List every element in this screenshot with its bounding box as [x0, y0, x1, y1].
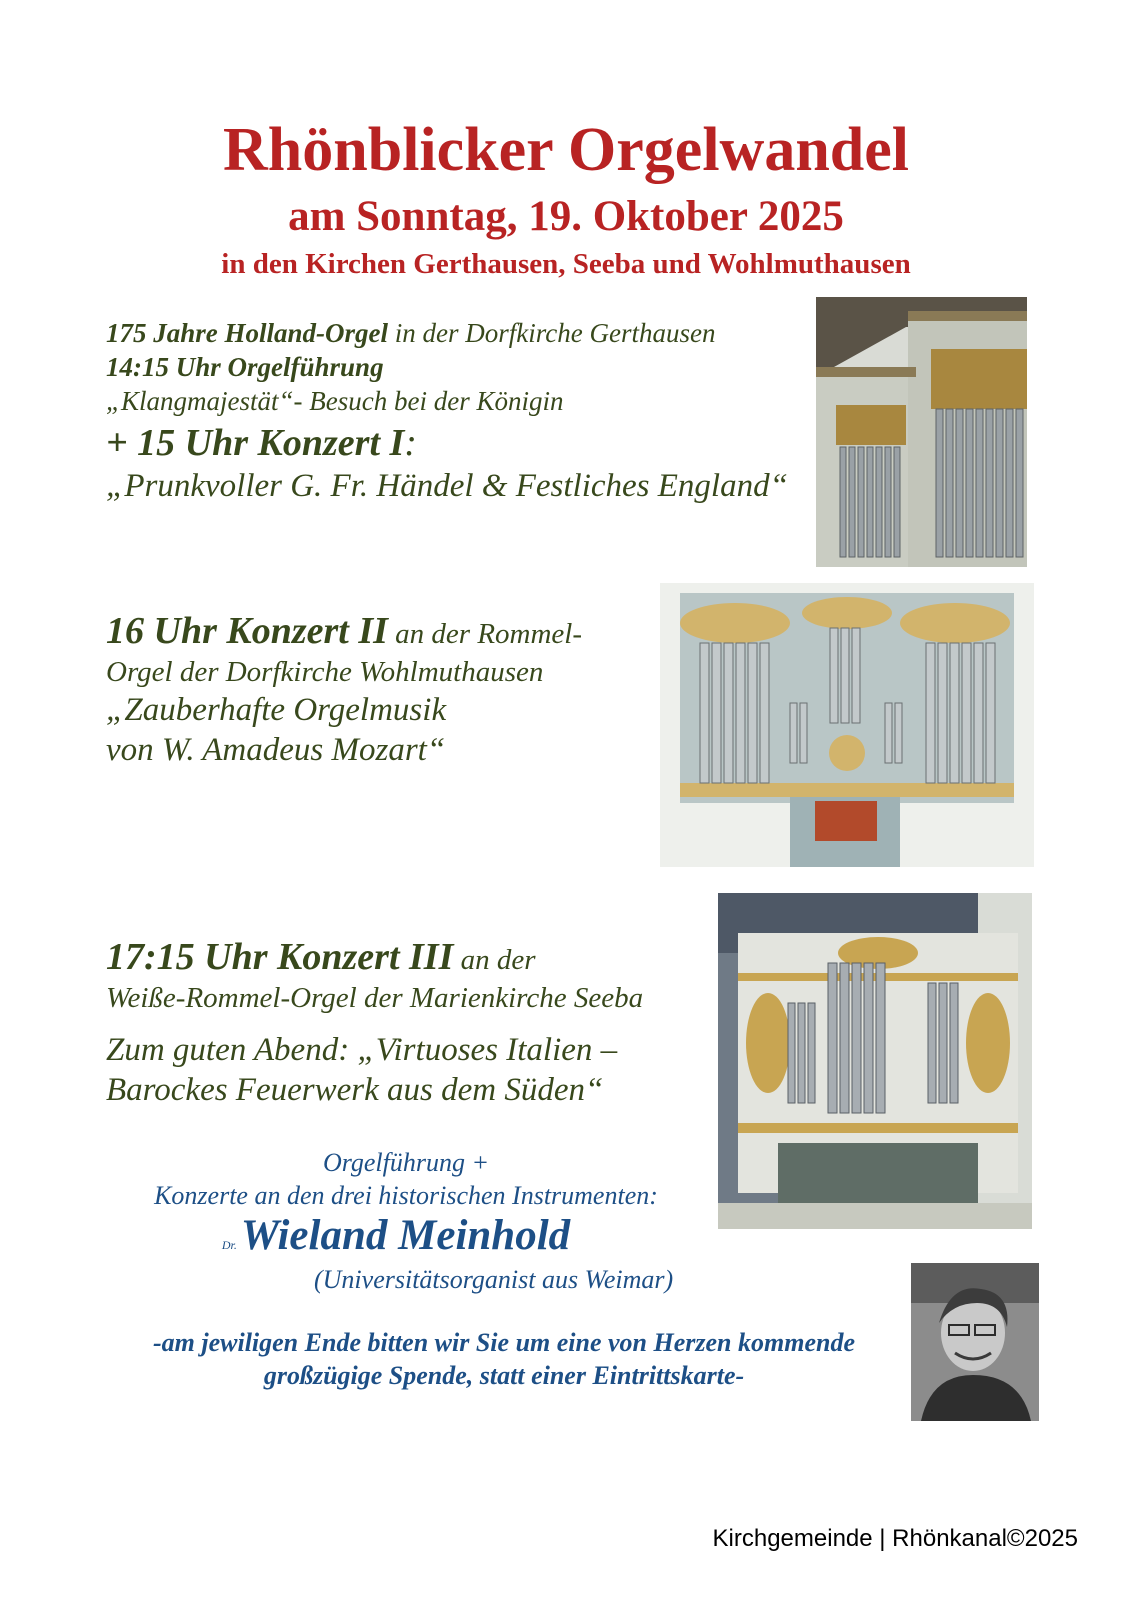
performer-concerts-label: Konzerte an den drei historischen Instrumenten: [154, 1181, 658, 1210]
concert-3-organ: an der [453, 944, 536, 976]
event-locations: in den Kirchen Gerthausen, Seeba und Wohlmuthausen [221, 248, 911, 280]
organ-tour-time: 14:15 Uhr Orgelführung [106, 352, 384, 382]
concert-2-time: 16 Uhr Konzert II [106, 610, 388, 652]
performer-name: Wieland Meinhold [240, 1212, 571, 1259]
section-wohlmuthausen [106, 608, 582, 770]
performer-block [0, 1146, 812, 1269]
holland-organ-photo [816, 297, 1027, 567]
concert-1-colon: : [404, 422, 417, 464]
concert-3-time: 17:15 Uhr Konzert III [106, 936, 454, 978]
concert-2-church: Orgel der Dorfkirche Wohlmuthausen [106, 656, 544, 688]
event-date: am Sonntag, 19. Oktober 2025 [288, 193, 844, 240]
donation-note [0, 1326, 1008, 1392]
concert-3-title-line2: Barockes Feuerwerk aus dem Süden“ [106, 1072, 604, 1108]
poster-title: Rhönblicker Orgelwandel [222, 116, 910, 184]
concert-2-title-line2: von W. Amadeus Mozart“ [106, 732, 446, 768]
gerthausen-church: in der Dorfkirche Gerthausen [388, 318, 716, 348]
section-gerthausen [106, 316, 788, 506]
rommel-organ-photo [660, 583, 1034, 867]
performer-role: (Universitätsorganist aus Weimar) [314, 1265, 674, 1294]
concert-2-title-line1: „Zauberhafte Orgelmusik [106, 692, 447, 728]
concert-1-time: + 15 Uhr Konzert I [106, 422, 405, 464]
donation-line-2: großzügige Spende, statt einer Eintrittskarte- [263, 1361, 745, 1390]
concert-3-church: Weiße-Rommel-Orgel der Marienkirche Seeba [106, 982, 644, 1014]
donation-line-1: -am jewiligen Ende bitten wir Sie um eine von Herzen kommende [152, 1328, 855, 1357]
footer-credit: Kirchgemeinde | Rhönkanal©2025 [712, 1525, 1078, 1552]
concert-2-organ: an der Rommel- [387, 618, 583, 650]
concert-1-title: „Prunkvoller G. Fr. Händel & Festliches England“ [106, 468, 788, 504]
organ-tour-title: „Klangmajestät“- Besuch bei der Königin [106, 386, 564, 416]
concert-3-title-line1: Zum guten Abend: „Virtuoses Italien – [106, 1032, 618, 1068]
performer-title-prefix: Dr. [221, 1238, 237, 1252]
holland-organ-anniversary: 175 Jahre Holland-Orgel [106, 318, 389, 348]
section-seeba [106, 934, 643, 1110]
performer-tour-label: Orgelführung + [322, 1148, 490, 1177]
